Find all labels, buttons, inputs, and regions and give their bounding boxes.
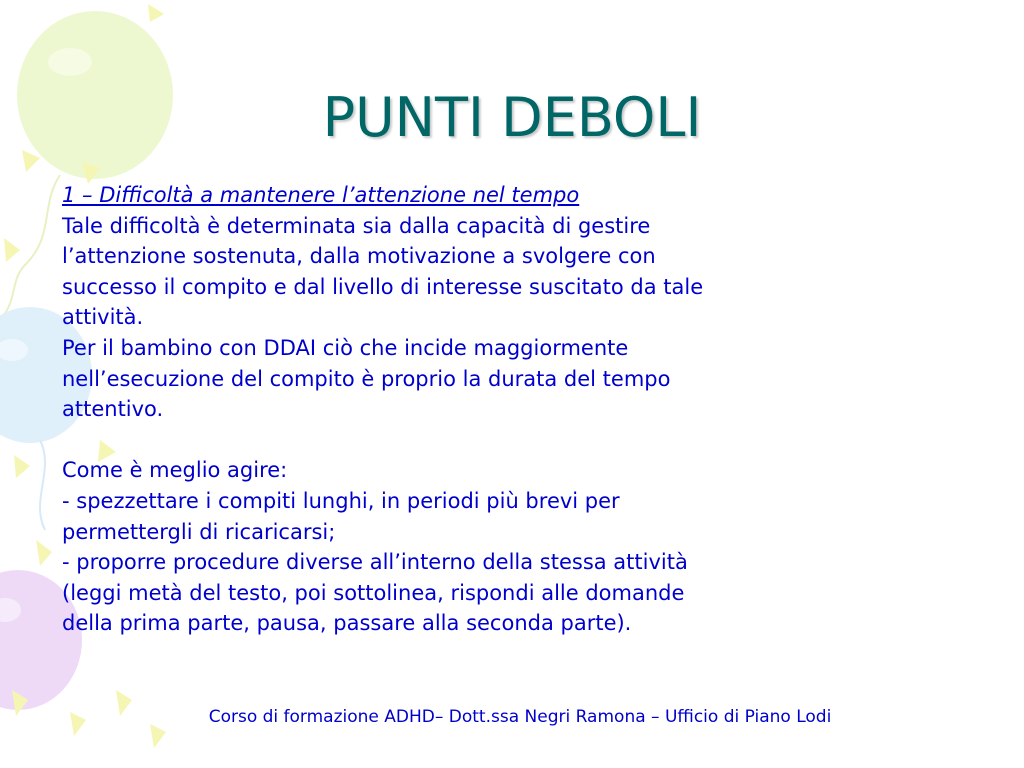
body-line: attentivo. bbox=[62, 397, 164, 422]
slide-footer: Corso di formazione ADHD– Dott.ssa Negri Ramona – Ufficio di Piano Lodi bbox=[208, 707, 832, 727]
body-line: nell’esecuzione del compito è proprio la durata del tempo bbox=[62, 366, 671, 391]
body-line: Tale difficoltà è determinata sia dalla capacità di gestire bbox=[62, 213, 651, 238]
body-line: Per il bambino con DDAI ciò che incide maggiormente bbox=[62, 335, 629, 360]
section-subtitle: 1 – Difficoltà a mantenere l’attenzione nel tempo bbox=[62, 183, 580, 207]
body-line: successo il compito e dal livello di interesse suscitato da tale bbox=[62, 274, 704, 299]
advice-line: - proporre procedure diverse all’interno della stessa attività bbox=[62, 550, 688, 575]
advice-line: della prima parte, pausa, passare alla seconda parte). bbox=[62, 611, 632, 636]
slide-title: PUNTI DEBOLI bbox=[322, 86, 702, 149]
advice-line: - spezzettare i compiti lunghi, in periodi più brevi per bbox=[62, 488, 620, 513]
slide-body bbox=[62, 180, 972, 639]
advice-line: (leggi metà del testo, poi sottolinea, rispondi alle domande bbox=[62, 580, 685, 605]
advice-heading: Come è meglio agire: bbox=[62, 458, 288, 483]
advice-line: permettergli di ricaricarsi; bbox=[62, 519, 336, 544]
paragraph-gap bbox=[62, 425, 972, 456]
body-line: l’attenzione sostenuta, dalla motivazione a svolgere con bbox=[62, 244, 656, 269]
body-line: attività. bbox=[62, 305, 144, 330]
